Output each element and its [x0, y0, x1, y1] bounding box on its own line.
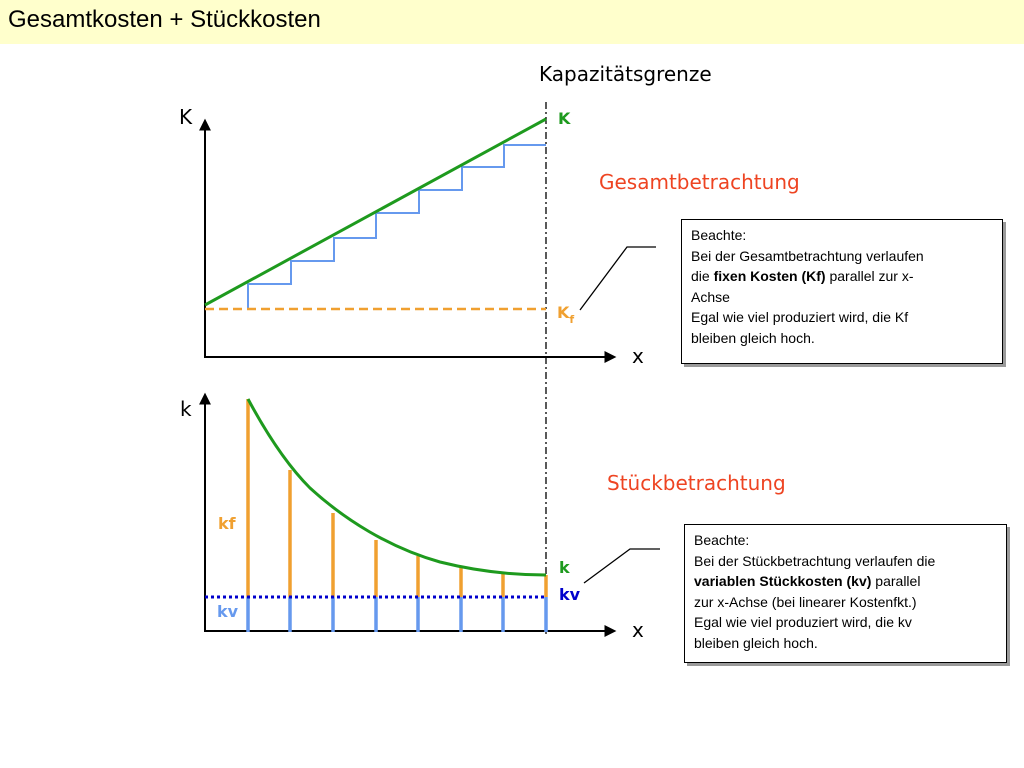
- kf-bars: [248, 399, 546, 597]
- fixed-cost-subscript: f: [569, 313, 575, 326]
- note-1-connector: [580, 247, 656, 310]
- kv-right-label: kv: [559, 585, 581, 604]
- bottom-heading: Stückbetrachtung: [607, 471, 786, 495]
- kv-bars: [248, 597, 546, 632]
- bottom-y-axis-label: k: [180, 397, 192, 421]
- total-cost-line: [205, 119, 546, 305]
- note-line: Beachte:: [691, 227, 747, 243]
- note-line: bleiben gleich hoch.: [691, 329, 815, 346]
- note-line: zur x-Achse (bei linearer Kostenfkt.): [694, 593, 917, 610]
- unit-cost-curve: [248, 399, 546, 575]
- bottom-x-axis-label: x: [632, 618, 644, 642]
- top-heading: Gesamtbetrachtung: [599, 170, 800, 194]
- kf-left-label: kf: [218, 514, 236, 533]
- total-cost-label: K: [558, 109, 571, 128]
- note-line: Achse: [691, 288, 730, 305]
- note-line: Bei der Stückbetrachtung verlaufen die: [694, 552, 936, 569]
- fixed-cost-label: $K_f$: [557, 303, 575, 326]
- unit-cost-label: k: [559, 558, 570, 577]
- note-line: die fixen Kosten (Kf) parallel zur x-: [691, 268, 914, 284]
- kv-left-label: kv: [217, 602, 239, 621]
- note-line: Bei der Gesamtbetrachtung verlaufen: [691, 247, 924, 264]
- page-title: Gesamtkosten + Stückkosten: [8, 6, 321, 33]
- note-line: bleiben gleich hoch.: [694, 634, 818, 651]
- capacity-limit-label: Kapazitätsgrenze: [539, 62, 712, 86]
- note-box-total: [681, 219, 1003, 364]
- note-line: Egal wie viel produziert wird, die kv: [694, 614, 912, 630]
- top-y-axis-label: K: [179, 105, 193, 129]
- note-box-unit: [684, 524, 1007, 663]
- note-line: Beachte:: [694, 532, 750, 548]
- step-cost-line: [248, 145, 546, 308]
- note-2-connector: [584, 549, 660, 583]
- top-x-axis-label: x: [632, 344, 644, 368]
- note-line: Egal wie viel produziert wird, die Kf: [691, 309, 909, 325]
- note-line: variablen Stückkosten (kv) parallel: [694, 573, 921, 589]
